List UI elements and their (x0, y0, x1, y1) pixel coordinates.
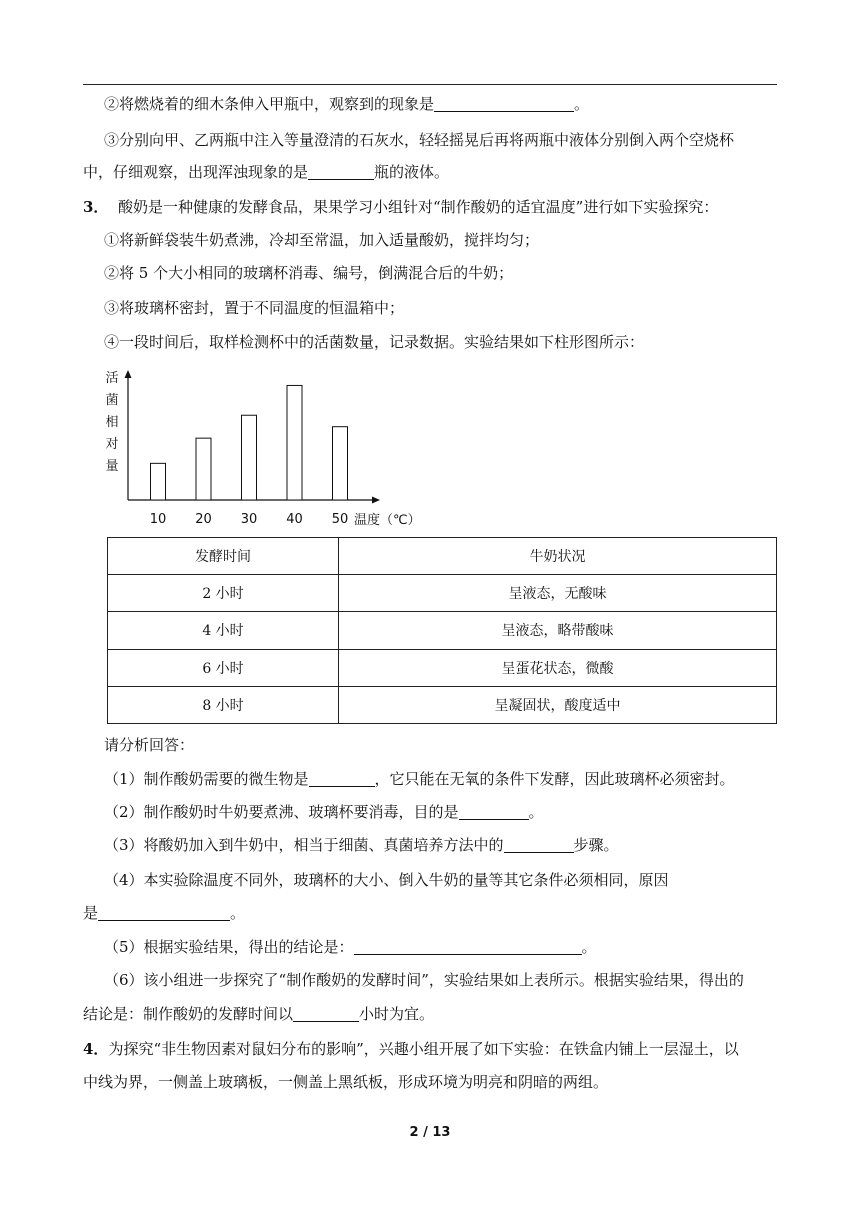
y-axis-label: 相 (105, 415, 119, 430)
bar (196, 438, 211, 500)
answer-blank[interactable] (309, 770, 375, 787)
sub-question-text: 。 (528, 803, 544, 821)
table-row (108, 575, 777, 612)
table-cell: 呈凝固状，酸度适中 (339, 686, 777, 723)
question-3-stem (83, 195, 783, 219)
table-cell: 4 小时 (108, 612, 339, 649)
question-4-line1 (83, 1037, 783, 1061)
answer-blank[interactable] (504, 836, 574, 853)
x-axis-arrow (372, 497, 380, 504)
answer-blank[interactable] (459, 803, 529, 820)
x-tick-label: 30 (240, 512, 258, 527)
sub-question-4-line1: （4）本实验除温度不同外，玻璃杯的大小、倒入牛奶的量等其它条件必须相同，原因 (104, 871, 669, 889)
question-number: 4． (83, 1040, 109, 1058)
sub-question-6-line2 (83, 1002, 783, 1026)
sub-question-text: 步骤。 (573, 836, 619, 854)
answer-blank[interactable] (308, 163, 374, 180)
answer-blank[interactable] (434, 95, 574, 112)
sub-question-3 (104, 833, 804, 857)
sub-question-text: 结论是：制作酸奶的发酵时间以 (83, 1005, 294, 1023)
step-4: ④一段时间后，取样检测杯中的活菌数量，记录数据。实验结果如下柱形图所示： (104, 333, 645, 351)
y-axis-arrow (125, 370, 132, 378)
table-row (108, 686, 777, 723)
y-axis-label: 量 (105, 459, 119, 474)
sub-question-5 (104, 935, 804, 959)
prev-item-2-end: 。 (574, 95, 590, 113)
table-cell: 8 小时 (108, 686, 339, 723)
question-number: 3． (83, 198, 109, 216)
bar (151, 463, 166, 500)
y-axis-label: 活 (105, 371, 119, 386)
table-header-cell: 牛奶状况 (339, 538, 777, 575)
sub-question-1 (104, 767, 804, 791)
prev-item-3-line2 (83, 160, 783, 184)
sub-question-text: 。 (230, 904, 246, 922)
prev-item-3-end: 瓶的液体。 (374, 163, 450, 181)
sub-question-text: 小时为宜。 (359, 1005, 435, 1023)
page-number: 2 / 13 (409, 1125, 451, 1140)
table-cell: 呈液态，无酸味 (339, 575, 777, 612)
sub-question-text: （1）制作酸奶需要的微生物是 (104, 770, 309, 788)
table-cell: 6 小时 (108, 649, 339, 686)
prev-item-3-line1: ③分别向甲、乙两瓶中注入等量澄清的石灰水，轻轻摇晃后再将两瓶中液体分别倒入两个空烧杯 (104, 131, 735, 149)
sub-question-text: 。 (581, 938, 597, 956)
x-tick-label: 20 (195, 512, 212, 527)
prev-item-2 (104, 92, 804, 116)
x-axis-label: 温度（℃） (354, 513, 421, 528)
sub-question-text: （2）制作酸奶时牛奶要煮沸、玻璃杯要消毒，目的是 (104, 803, 459, 821)
answer-blank[interactable] (98, 904, 230, 921)
answer-blank[interactable] (354, 938, 582, 955)
table-cell: 呈蛋花状态，微酸 (339, 649, 777, 686)
table-row (108, 612, 777, 649)
prev-item-2-text: ②将燃烧着的细木条伸入甲瓶中，观察到的现象是 (104, 95, 435, 113)
sub-question-6-line1: （6）该小组进一步探究了“制作酸奶的发酵时间”，实验结果如上表所示。根据实验结果，得出的 (104, 971, 744, 989)
y-axis-label: 菌 (105, 393, 119, 408)
table-row (108, 649, 777, 686)
prev-item-3-text: 中，仔细观察，出现浑浊现象的是 (83, 163, 309, 181)
sub-question-4-line2 (83, 901, 783, 925)
question-3-stem-text: 酸奶是一种健康的发酵食品，果果学习小组针对“制作酸奶的适宜温度”进行如下实验探究： (117, 198, 719, 216)
x-tick-label: 50 (331, 512, 349, 527)
sub-question-text: ，它只能在无氧的条件下发酵，因此玻璃杯必须密封。 (374, 770, 735, 788)
y-axis-label: 对 (105, 437, 119, 452)
fermentation-table (107, 537, 777, 724)
bar (242, 415, 257, 500)
bar (333, 427, 348, 500)
sub-question-text: （5）根据实验结果，得出的结论是： (104, 938, 354, 956)
answer-blank[interactable] (293, 1005, 359, 1022)
step-2: ②将 5 个大小相同的玻璃杯消毒、编号，倒满混合后的牛奶； (104, 264, 514, 282)
table-cell: 呈液态，略带酸味 (339, 612, 777, 649)
x-tick-label: 10 (149, 512, 167, 527)
question-4-line2: 中线为界，一侧盖上玻璃板，一侧盖上黑纸板，形成环境为明亮和阴暗的两组。 (83, 1073, 609, 1091)
analysis-prompt: 请分析回答： (104, 736, 195, 754)
header-rule (83, 84, 777, 85)
step-1: ①将新鲜袋装牛奶煮沸，冷却至常温，加入适量酸奶，搅拌均匀； (104, 231, 540, 249)
table-header-row (108, 538, 777, 575)
table-header-cell: 发酵时间 (108, 538, 339, 575)
bar (287, 385, 302, 500)
question-4-text: 为探究“非生物因素对鼠妇分布的影响”，兴趣小组开展了如下实验：在铁盒内铺上一层湿土，以 (108, 1040, 739, 1058)
table-cell: 2 小时 (108, 575, 339, 612)
bacteria-bar-chart (100, 362, 440, 532)
sub-question-text: （3）将酸奶加入到牛奶中，相当于细菌、真菌培养方法中的 (104, 836, 504, 854)
sub-question-text: 是 (83, 904, 99, 922)
step-3: ③将玻璃杯密封，置于不同温度的恒温箱中； (104, 299, 405, 317)
x-tick-label: 40 (286, 512, 303, 527)
sub-question-2 (104, 800, 804, 824)
